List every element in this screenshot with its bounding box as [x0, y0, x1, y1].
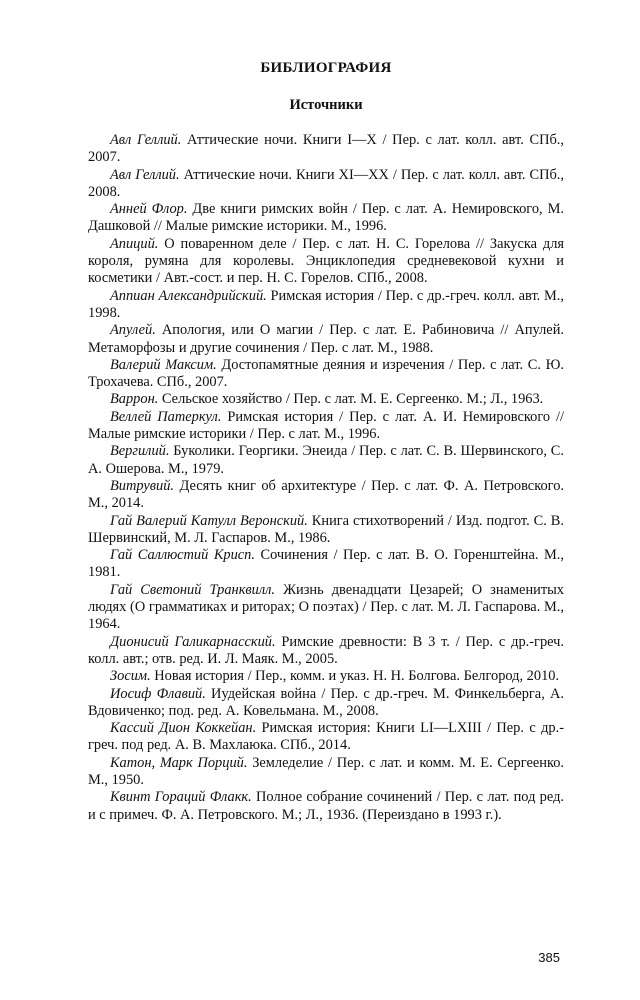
entry-author: Витрувий.: [110, 477, 175, 494]
bibliography-entry: [88, 720, 564, 755]
entry-author: Авл Геллий.: [110, 132, 182, 148]
bibliography-entry: [88, 132, 564, 167]
entry-text: О поваренном деле / Пер. с лат. Н. С. Горелова // Закуска для короля, румяна для королевы. Энциклопедия средневековой кухни и косметики / Авт.-сост. и пер. Н. С. Горелов. СПб., 2008.: [88, 235, 564, 287]
bibliography-entry: [88, 478, 564, 513]
entry-text: Полное собрание сочинений / Пер. с лат. под ред. и с примеч. Ф. А. Петровского. М.; Л., 1936. (Переиздано в 1993 г.).: [88, 789, 564, 823]
section-title: Источники: [289, 97, 363, 113]
bibliography-entry: [88, 167, 564, 202]
bibliography-entry: [88, 634, 564, 669]
page-number: 385: [538, 950, 560, 965]
entry-text: Аттические ночи. Книги XI—XX / Пер. с лат. колл. авт. СПб., 2008.: [88, 166, 564, 200]
entry-author: Анней Флор.: [110, 201, 188, 218]
entry-author: Вергилий.: [110, 443, 170, 460]
bibliography-entry: [88, 668, 564, 685]
bibliography-entry: [88, 755, 564, 790]
bibliography-entry: [88, 513, 564, 548]
entry-author: Варрон.: [110, 391, 159, 408]
bibliography-list: [88, 132, 564, 824]
entry-author: Апиций.: [110, 235, 159, 252]
bibliography-entry: [88, 322, 564, 357]
entry-text: Римская история / Пер. с лат. А. И. Немировского // Малые римские историки / Пер. с лат. М., 1996.: [88, 408, 565, 443]
entry-text: Римская история / Пер. с др.-греч. колл. авт. М., 1998.: [88, 287, 565, 321]
bibliography-entry: [88, 409, 564, 444]
bibliography-entry: [88, 357, 564, 392]
entry-text: Две книги римских войн / Пер. с лат. А. Немировского, М. Дашковой // Малые римские историки. М., 1996.: [88, 201, 564, 235]
entry-text: Сочинения / Пер. с лат. В. О. Горенштейна. М., 1981.: [88, 547, 564, 581]
entry-text: Сельское хозяйство / Пер. с лат. М. Е. Сергеенко. М.; Л., 1963.: [158, 391, 544, 408]
bibliography-entry: [88, 236, 564, 288]
entry-author: Зосим.: [110, 668, 151, 685]
bibliography-entry: [88, 547, 564, 582]
page-body: [88, 60, 564, 824]
entry-author: Квинт Гораций Флакк.: [110, 789, 252, 806]
entry-author: Катон, Марк Порций.: [110, 754, 248, 771]
bibliography-entry: [88, 201, 564, 236]
entry-author: Валерий Максим.: [110, 356, 217, 373]
entry-author: Дионисий Галикарнасский.: [110, 633, 276, 650]
entry-text: Жизнь двенадцати Цезарей; О знаменитых людях (О грамматиках и риторах; О поэтах) / Пер. с лат. М. Л. Гаспарова. М., 1964.: [88, 581, 565, 633]
bibliography-entry: [88, 789, 564, 824]
bibliography-entry: [88, 582, 564, 634]
bibliography-entry: [88, 443, 564, 478]
entry-author: Гай Саллюстий Крисп.: [110, 547, 255, 564]
bibliography-entry: [88, 391, 564, 408]
entry-text: Книга стихотворений / Изд. подгот. С. В. Шервинский, М. Л. Гаспаров. М., 1986.: [88, 512, 564, 546]
entry-text: Римские древности: В 3 т. / Пер. с др.-греч. колл. авт.; отв. ред. И. Л. Маяк. М., 2005.: [88, 633, 565, 667]
entry-text: Аттические ночи. Книги I—X / Пер. с лат. колл. авт. СПб., 2007.: [88, 132, 564, 166]
entry-text: Иудейская война / Пер. с др.-греч. М. Финкельберга, А. Вдовиченко; под. ред. А. Ковельмана. М., 2008.: [88, 685, 564, 719]
entry-author: Гай Валерий Катулл Веронский.: [110, 512, 308, 529]
page-title: БИБЛИОГРАФИЯ: [260, 60, 392, 76]
entry-text: Достопамятные деяния и изречения / Пер. с лат. С. Ю. Трохачева. СПб., 2007.: [88, 356, 564, 391]
entry-text: Апология, или О магии / Пер. с лат. Е. Рабиновича // Апулей. Метаморфозы и другие сочинения / Пер. с лат. М., 1988.: [88, 322, 564, 356]
entry-text: Новая история / Пер., комм. и указ. Н. Н. Болгова. Белгород, 2010.: [150, 668, 560, 685]
bibliography-entry: [88, 686, 564, 721]
bibliography-entry: [88, 288, 564, 323]
entry-author: Аппиан Александрийский.: [110, 287, 267, 304]
entry-author: Кассий Дион Коккейан.: [110, 720, 257, 737]
entry-text: Римская история: Книги LI—LXIII / Пер. с др.-греч. под ред. А. В. Махлаюка. СПб., 2014.: [88, 720, 564, 754]
entry-author: Иосиф Флавий.: [110, 685, 206, 702]
entry-author: Апулей.: [110, 322, 156, 339]
entry-author: Авл Геллий.: [110, 166, 180, 183]
entry-text: Десять книг об архитектуре / Пер. с лат. Ф. А. Петровского. М., 2014.: [88, 477, 564, 512]
entry-text: Буколики. Георгики. Энеида / Пер. с лат. С. В. Шервинского, С. А. Ошерова. М., 1979.: [88, 443, 564, 477]
entry-text: Земледелие / Пер. с лат. и комм. М. Е. Сергеенко. М., 1950.: [88, 754, 564, 788]
entry-author: Гай Светоний Транквилл.: [110, 581, 276, 598]
entry-author: Веллей Патеркул.: [110, 408, 222, 425]
